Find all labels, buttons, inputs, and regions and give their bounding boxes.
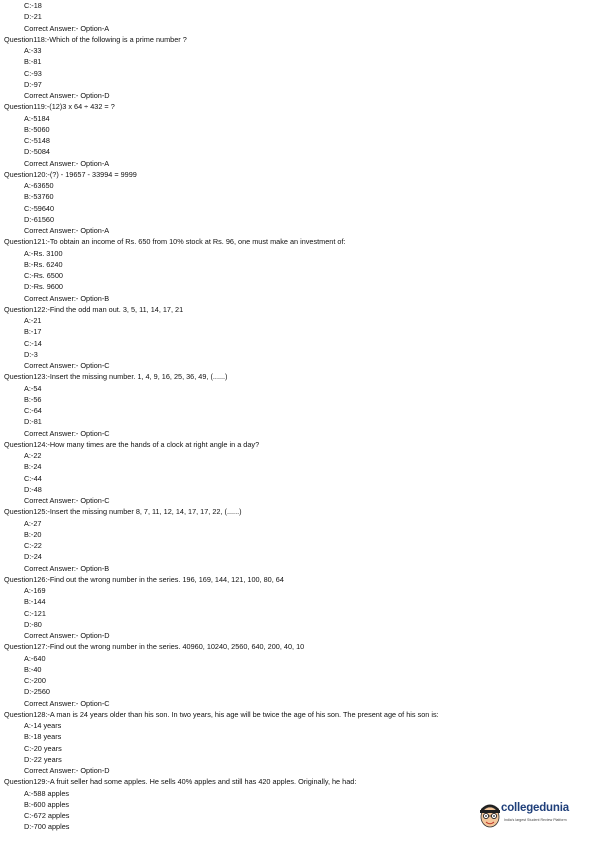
option-line: D:-Rs. 9600: [24, 282, 63, 292]
collegedunia-logo: [478, 798, 595, 834]
option-line: C:-121: [24, 608, 46, 618]
option-line: A:-640: [24, 653, 46, 663]
option-line: A:-14 years: [24, 721, 62, 730]
option-line: C:-672 apples: [24, 811, 70, 820]
option-line: A:-588 apples: [24, 788, 70, 798]
option-line: D:-2560: [24, 687, 50, 697]
logo-tagline: India's largest Student Review Platform: [504, 818, 567, 822]
question-line: Question122:-Find the odd man out. 3, 5, 11, 14, 17, 21: [4, 304, 184, 314]
question-line: Question129:-A fruit seller had some apples. He sells 40% apples and still has 420 apples. Originally, he had:: [4, 777, 357, 787]
option-line: A:-169: [24, 586, 46, 595]
option-line: D:-700 apples: [24, 822, 70, 832]
option-line: C:-5148: [24, 136, 50, 145]
logo-brand-part-1: college: [501, 802, 540, 814]
option-line: B:-40: [24, 664, 42, 674]
option-line: A:-21: [24, 316, 42, 325]
correct-answer-line: Correct Answer:- Option-C: [24, 428, 110, 438]
option-line: C:-Rs. 6500: [24, 271, 63, 280]
option-line: B:-56: [24, 394, 42, 404]
option-line: D:-80: [24, 619, 42, 629]
option-line: C:-20 years: [24, 743, 62, 753]
question-line: Question123:-Insert the missing number. 1, 4, 9, 16, 25, 36, 49, (......): [4, 372, 228, 382]
option-line: B:-81: [24, 57, 42, 67]
option-line: D:-81: [24, 417, 42, 427]
correct-answer-line: Correct Answer:- Option-B: [24, 563, 110, 573]
option-line: A:-Rs. 3100: [24, 248, 63, 258]
question-line: Question121:-To obtain an income of Rs. 650 from 10% stock at Rs. 96, one must make an investment of:: [4, 237, 346, 247]
logo-brand-part-2: dunia: [539, 802, 569, 814]
question-line: Question119:-(12)3 x 64 ÷ 432 = ?: [4, 102, 115, 112]
correct-answer-line: Correct Answer:- Option-C: [24, 496, 110, 505]
option-line: B:-Rs. 6240: [24, 259, 63, 269]
option-line: D:-3: [24, 349, 38, 359]
option-line: C:-22: [24, 541, 42, 550]
option-line: C:-64: [24, 406, 42, 415]
correct-answer-line: Correct Answer:- Option-B: [24, 293, 110, 303]
option-line: B:-144: [24, 597, 46, 607]
question-line: Question125:-Insert the missing number 8, 7, 11, 12, 14, 17, 17, 22, (......): [4, 507, 242, 517]
option-line: B:-18 years: [24, 732, 62, 742]
option-line: D:-22 years: [24, 754, 62, 764]
correct-answer-line: Correct Answer:- Option-A: [24, 226, 110, 235]
option-line: D:-21: [24, 12, 42, 22]
option-line: A:-22: [24, 451, 42, 460]
question-line: Question124:-How many times are the hands of a clock at right angle in a day?: [4, 439, 260, 449]
correct-answer-line: Correct Answer:- Option-D: [24, 91, 110, 100]
option-line: A:-54: [24, 383, 42, 393]
option-line: C:-200: [24, 676, 46, 685]
option-line: A:-63650: [24, 181, 54, 190]
option-line: C:-59640: [24, 203, 55, 213]
option-line: A:-5184: [24, 113, 50, 123]
option-line: D:-5084: [24, 147, 50, 157]
question-line: Question128:-A man is 24 years older than his son. In two years, his age will be twice the age of his son. The present age of his son is:: [4, 709, 439, 719]
correct-answer-line: Correct Answer:- Option-C: [24, 361, 110, 370]
correct-answer-line: Correct Answer:- Option-D: [24, 766, 110, 775]
option-line: D:-61560: [24, 214, 55, 224]
option-line: D:-97: [24, 79, 42, 89]
option-line: C:-44: [24, 473, 42, 483]
option-line: B:-24: [24, 462, 42, 472]
question-line: Question126:-Find out the wrong number in the series. 196, 169, 144, 121, 100, 80, 64: [4, 574, 284, 584]
correct-answer-line: Correct Answer:- Option-A: [24, 23, 110, 33]
mascot-face-icon: [478, 800, 502, 830]
option-line: B:-20: [24, 529, 42, 539]
question-line: Question120:-(?) - 19657 - 33994 = 9999: [4, 169, 137, 179]
option-line: C:-18: [24, 1, 42, 10]
correct-answer-line: Correct Answer:- Option-D: [24, 631, 110, 640]
correct-answer-line: Correct Answer:- Option-A: [24, 158, 110, 168]
correct-answer-line: Correct Answer:- Option-C: [24, 698, 110, 708]
option-line: D:-24: [24, 552, 42, 562]
option-line: A:-33: [24, 46, 42, 55]
option-line: B:-5060: [24, 124, 50, 134]
question-line: Question118:-Which of the following is a prime number ?: [4, 34, 187, 44]
option-line: D:-48: [24, 484, 42, 494]
option-line: A:-27: [24, 518, 42, 528]
logo-brand-text: [501, 802, 569, 814]
question-line: Question127:-Find out the wrong number in the series. 40960, 10240, 2560, 640, 200, 40, 10: [4, 642, 305, 652]
option-line: B:-600 apples: [24, 799, 70, 809]
option-line: C:-93: [24, 68, 42, 78]
option-line: B:-17: [24, 327, 42, 337]
option-line: C:-14: [24, 338, 42, 348]
option-line: B:-53760: [24, 192, 54, 202]
